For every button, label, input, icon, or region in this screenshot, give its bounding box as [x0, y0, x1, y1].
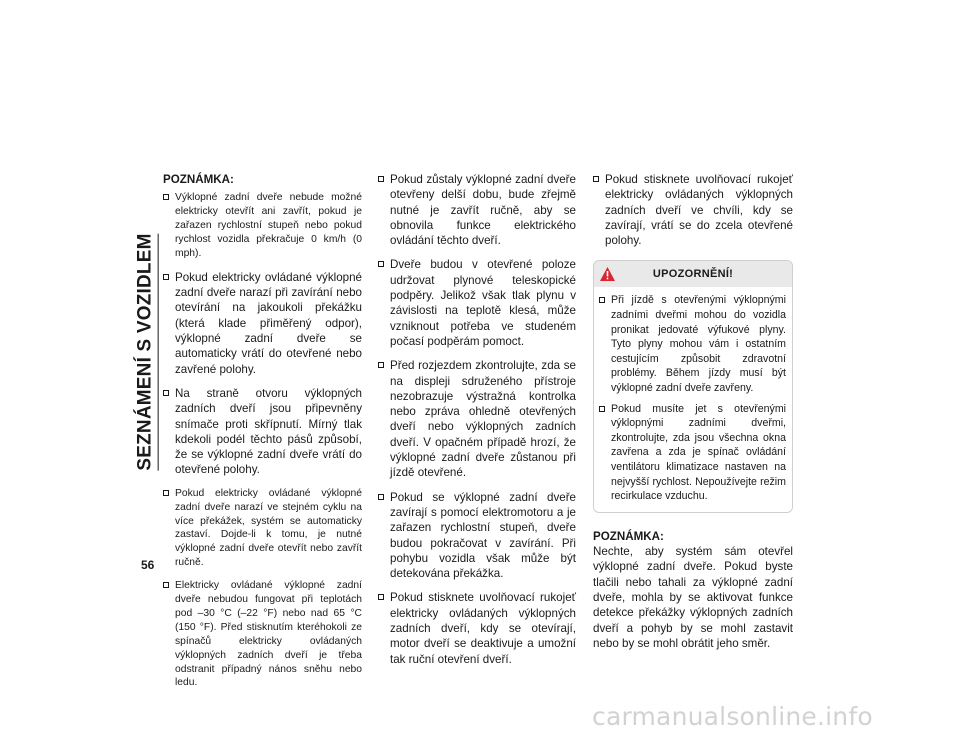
square-bullet-icon — [378, 494, 384, 500]
list-item: Před rozjezdem zkontrolujte, zda se na displeji sdruženého přístroje nezobrazuje výstražná kontrolka nebo zpráva ohledně otevřených dveří nebo výklopných zadních dveří. V opačném případě hrozí, že výklopné zadní dveře zůstanou při jízdě otevřené. — [378, 358, 576, 480]
square-bullet-icon — [163, 582, 169, 588]
list-item: Pokud stisknete uvolňovací rukojeť elektricky ovládaných výklopných zadních dveří, kdy se otevírají, motor dveří se deaktivuje a umožní tak ruční otevření dveří. — [378, 590, 576, 666]
list-item: Dveře budou v otevřené poloze udržovat plynové teleskopické podpěry. Jelikož však tlak plynu v závislosti na teplotě klesá, může vzniknout potřeba ve studeném počasí podpěrám pomoct. — [378, 257, 576, 349]
list-item: Pokud stisknete uvolňovací rukojeť elektricky ovládaných výklopných zadních dveří ve chvíli, kdy se zavírají, vrátí se do zcela otevřené polohy. — [593, 172, 793, 248]
square-bullet-icon — [378, 362, 384, 368]
list-item: Elektricky ovládané výklopné zadní dveře nebudou fungovat při teplotách pod –30 °C (–22 °F) nebo nad 65 °C (150 °F). Před stisknutím kteréhokoli ze spínačů elektricky ovládaných výklopných zadních dveří je třeba odstranit případný nános sněhu nebo ledu. — [163, 579, 362, 690]
page-number: 56 — [141, 558, 155, 572]
note-heading: POZNÁMKA: — [593, 529, 664, 543]
square-bullet-icon — [599, 406, 605, 412]
section-title-text: SEZNÁMENÍ S VOZIDLEM — [135, 233, 159, 470]
list-item: Pokud se výklopné zadní dveře zavírají s pomocí elektromotoru a je zařazen rychlostní stupeň, dveře budou pokračovat v zavírání. Při pohybu vozidla však může být detekována překážka. — [378, 490, 576, 582]
note-text: Nechte, aby systém sám otevřel výklopné zadní dveře. Pokud byste tlačili nebo tahali za výklopné zadní dveře, mohla by se aktivovat funkce detekce překážky výklopných zadních dveří a pohyb by se mohl zastavit nebo by se mohl obrátit jeho směr. — [593, 545, 793, 650]
list-item: Pokud zůstaly výklopné zadní dveře otevřeny delší dobu, bude zřejmě nutné je zavřít ručně, aby se obnovila funkce elektrického ovládání těchto dveří. — [378, 172, 576, 248]
note-heading: POZNÁMKA: — [163, 173, 234, 186]
list-item: Výklopné zadní dveře nebude možné elektricky otevřít ani zavřít, pokud je zařazen rychlostní stupeň nebo pokud rychlost vozidla překračuje 0 km/h (0 mph). — [163, 191, 362, 261]
square-bullet-icon — [599, 297, 605, 303]
section-title — [134, 168, 160, 536]
warning-body — [594, 287, 792, 511]
watermark: carmanualsonline.info — [592, 702, 873, 731]
list-item: Pokud elektricky ovládané výklopné zadní dveře narazí ve stejném cyklu na více překážek, systém se automaticky zastaví. Dojde-li k tomu, je nutné výklopné zadní dveře otevřít nebo zavřít ručně. — [163, 487, 362, 570]
square-bullet-icon — [378, 594, 384, 600]
warning-title: UPOZORNĚNÍ! — [652, 267, 734, 280]
list-item: Při jízdě s otevřenými výklopnými zadními dveřmi mohou do vozidla pronikat jedovaté výfukové plyny. Tyto plyny mohou vám i ostatním cestujícím způsobit zdravotní problémy. Během jízdy musí být výklopné zadní dveře zavřeny. — [599, 293, 786, 395]
warning-triangle-icon — [599, 266, 616, 282]
square-bullet-icon — [593, 176, 599, 182]
square-bullet-icon — [378, 261, 384, 267]
list-item: Pokud elektricky ovládané výklopné zadní dveře narazí při zavírání nebo otevírání na jakoukoli překážku (která klade přiměřený odpor), výklopné zadní dveře se automaticky vrátí do otevřené nebo zavřené polohy. — [163, 270, 362, 377]
square-bullet-icon — [378, 176, 384, 182]
list-item: Pokud musíte jet s otevřenými výklopnými zadními dveřmi, zkontrolujte, zda jsou všechna okna zavřena a zda je spínač ovládání ventilátoru klimatizace nastaven na nejvyšší rychlost. Nepoužívejte režim recirkulace vzduchu. — [599, 402, 786, 504]
square-bullet-icon — [163, 490, 169, 496]
warning-header — [594, 261, 792, 287]
column-3 — [593, 172, 793, 651]
square-bullet-icon — [163, 390, 169, 396]
warning-box — [593, 260, 793, 512]
square-bullet-icon — [163, 194, 169, 200]
list-item: Na straně otvoru výklopných zadních dveří jsou připevněny snímače proti skřípnutí. Mírný tlak kdekoli podél těchto pásů způsobí, že se výklopné zadní dveře vrátí do otevřené polohy. — [163, 386, 362, 478]
square-bullet-icon — [163, 274, 169, 280]
column-1 — [163, 172, 362, 699]
column-2 — [378, 172, 576, 676]
